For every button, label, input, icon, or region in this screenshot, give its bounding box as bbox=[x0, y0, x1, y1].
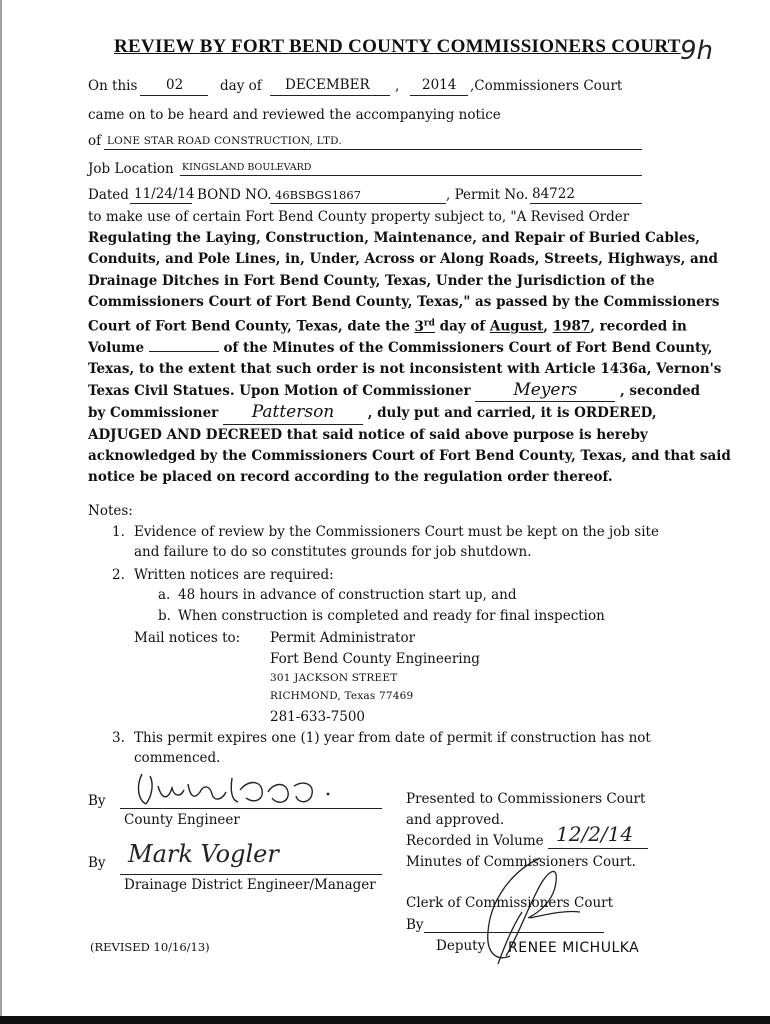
on-this-label: On this bbox=[88, 78, 138, 94]
note-3-line-1: This permit expires one (1) year from date of permit if construction has not bbox=[134, 730, 651, 746]
note-2b: When construction is completed and ready for final inspection bbox=[178, 608, 605, 624]
county-engineer-line bbox=[120, 808, 382, 809]
drainage-engineer-signature: Mark Vogler bbox=[128, 840, 279, 868]
deputy-name-stamp: RENEE MICHULKA bbox=[508, 940, 640, 956]
body-line: ADJUGED AND DECREED that said notice of said above purpose is hereby bbox=[88, 426, 648, 443]
scan-bottom-edge bbox=[0, 1016, 770, 1024]
order-month: August bbox=[489, 318, 544, 335]
year-value: 2014 bbox=[422, 77, 457, 93]
note-number: 2. bbox=[112, 567, 125, 583]
body-fragment: , recorded in bbox=[590, 318, 687, 335]
clerk-signature-line bbox=[424, 932, 604, 933]
second-commissioner-signature: Patterson bbox=[223, 402, 363, 424]
notes-heading: Notes: bbox=[88, 503, 133, 519]
body-line: notice be placed on record according to the regulation order thereof. bbox=[88, 468, 613, 485]
body-fragment: Volume bbox=[88, 339, 145, 356]
comma: , bbox=[395, 78, 400, 94]
by-label: By bbox=[88, 793, 106, 809]
address-line-1: Permit Administrator bbox=[270, 630, 416, 646]
body-line: Commissioners Court of Fort Bend County, Texas," as passed by the Commissioners bbox=[88, 293, 720, 310]
heard-line: came on to be heard and reviewed the accompanying notice bbox=[88, 107, 501, 123]
month-value: DECEMBER bbox=[285, 77, 370, 93]
order-year: 1987 bbox=[552, 318, 591, 335]
order-day-number: 3 bbox=[414, 318, 424, 335]
of-underline bbox=[104, 149, 642, 150]
handwritten-tag: 9h bbox=[680, 36, 714, 66]
body-line bbox=[88, 402, 673, 424]
recorded-label: Recorded in Volume bbox=[406, 833, 544, 849]
drainage-engineer-title: Drainage District Engineer/Manager bbox=[124, 877, 376, 893]
body-line: acknowledged by the Commissioners Court of Fort Bend County, Texas, and that said bbox=[88, 447, 731, 464]
dated-value: 11/24/14 bbox=[134, 186, 195, 202]
note-number: 3. bbox=[112, 730, 125, 746]
note-number: 1. bbox=[112, 524, 125, 540]
of-label: of bbox=[88, 133, 102, 149]
job-location-underline bbox=[180, 175, 642, 176]
note-2-line-1: Written notices are required: bbox=[134, 567, 334, 583]
body-line bbox=[88, 380, 701, 402]
body-fragment: , duly put and carried, it is ORDERED, bbox=[367, 405, 657, 422]
address-line-3: 301 JACKSON STREET bbox=[270, 672, 398, 684]
day-value: 02 bbox=[166, 77, 184, 93]
permit-label: , Permit No. bbox=[446, 187, 529, 203]
clerk-label: Clerk of Commissioners Court bbox=[406, 895, 614, 911]
body-line: Conduits, and Pole Lines, in, Under, Across or Along Roads, Streets, Highways, and bbox=[88, 251, 718, 268]
motion-commissioner-signature: Meyers bbox=[475, 380, 615, 402]
body-line: Drainage Ditches in Fort Bend County, Texas, Under the Jurisdiction of the bbox=[88, 272, 655, 289]
recorded-date: 12/2/14 bbox=[556, 822, 634, 846]
recorded-underline bbox=[548, 848, 648, 849]
note-1-line-2: and failure to do so constitutes grounds for job shutdown. bbox=[134, 544, 532, 560]
address-line-2: Fort Bend County Engineering bbox=[270, 651, 480, 667]
revised-date: (REVISED 10/16/13) bbox=[90, 940, 210, 954]
note-1-line-1: Evidence of review by the Commissioners Court must be kept on the job site bbox=[134, 524, 659, 540]
body-fragment: by Commissioner bbox=[88, 405, 219, 422]
body-line: to make use of certain Fort Bend County property subject to, "A Revised Order bbox=[88, 209, 630, 225]
order-day-suffix: rd bbox=[423, 318, 435, 329]
order-paragraph bbox=[88, 207, 731, 488]
note-3-line-2: commenced. bbox=[134, 750, 221, 766]
body-fragment: day of bbox=[439, 318, 486, 335]
presented-line-2: and approved. bbox=[406, 812, 505, 828]
body-line bbox=[88, 313, 687, 338]
body-fragment: Texas Civil Statues. Upon Motion of Commissioner bbox=[88, 383, 471, 400]
county-engineer-signature bbox=[128, 766, 358, 810]
body-fragment: , bbox=[543, 318, 548, 335]
bond-value: 46BSBGS1867 bbox=[275, 188, 361, 202]
document-title: REVIEW BY FORT BEND COUNTY COMMISSIONERS COURT bbox=[114, 36, 681, 57]
by-label: By bbox=[88, 855, 106, 871]
day-of-label: day of bbox=[220, 78, 262, 94]
drainage-engineer-line bbox=[120, 874, 382, 875]
year-underline bbox=[410, 95, 468, 96]
mail-notices-label: Mail notices to: bbox=[134, 630, 241, 646]
permit-value: 84722 bbox=[532, 186, 575, 202]
minutes-label: Minutes of Commissioners Court. bbox=[406, 854, 636, 870]
day-underline bbox=[140, 95, 208, 96]
by-label: By bbox=[406, 917, 424, 933]
order-day bbox=[414, 319, 434, 335]
body-fragment: Court of Fort Bend County, Texas, date the bbox=[88, 318, 410, 335]
bond-underline bbox=[270, 203, 446, 204]
job-location-value: KINGSLAND BOULEVARD bbox=[182, 162, 312, 173]
phone-number: 281-633-7500 bbox=[270, 709, 366, 725]
bond-label: BOND NO. bbox=[197, 187, 272, 203]
county-engineer-title: County Engineer bbox=[124, 812, 240, 828]
note-2a-label: a. bbox=[158, 587, 171, 603]
deputy-label: Deputy bbox=[436, 938, 486, 954]
body-fragment: , seconded bbox=[620, 383, 701, 400]
volume-blank bbox=[149, 339, 219, 352]
commissioners-court-label: ,Commissioners Court bbox=[470, 78, 623, 94]
body-fragment: of the Minutes of the Commissioners Court of Fort Bend County, bbox=[223, 339, 713, 356]
note-2b-label: b. bbox=[158, 608, 171, 624]
body-line: Texas, to the extent that such order is not inconsistent with Article 1436a, Vernon's bbox=[88, 360, 722, 377]
dated-label: Dated bbox=[88, 187, 129, 203]
body-line bbox=[88, 338, 713, 359]
presented-line-1: Presented to Commissioners Court bbox=[406, 791, 646, 807]
address-line-4: RICHMOND, Texas 77469 bbox=[270, 690, 414, 702]
month-underline bbox=[270, 95, 390, 96]
job-location-label: Job Location bbox=[88, 161, 174, 177]
note-2a: 48 hours in advance of construction start up, and bbox=[178, 587, 517, 603]
scan-left-edge bbox=[0, 0, 2, 1016]
body-line: Regulating the Laying, Construction, Maintenance, and Repair of Buried Cables, bbox=[88, 230, 700, 247]
contractor-name: LONE STAR ROAD CONSTRUCTION, LTD. bbox=[107, 135, 342, 147]
